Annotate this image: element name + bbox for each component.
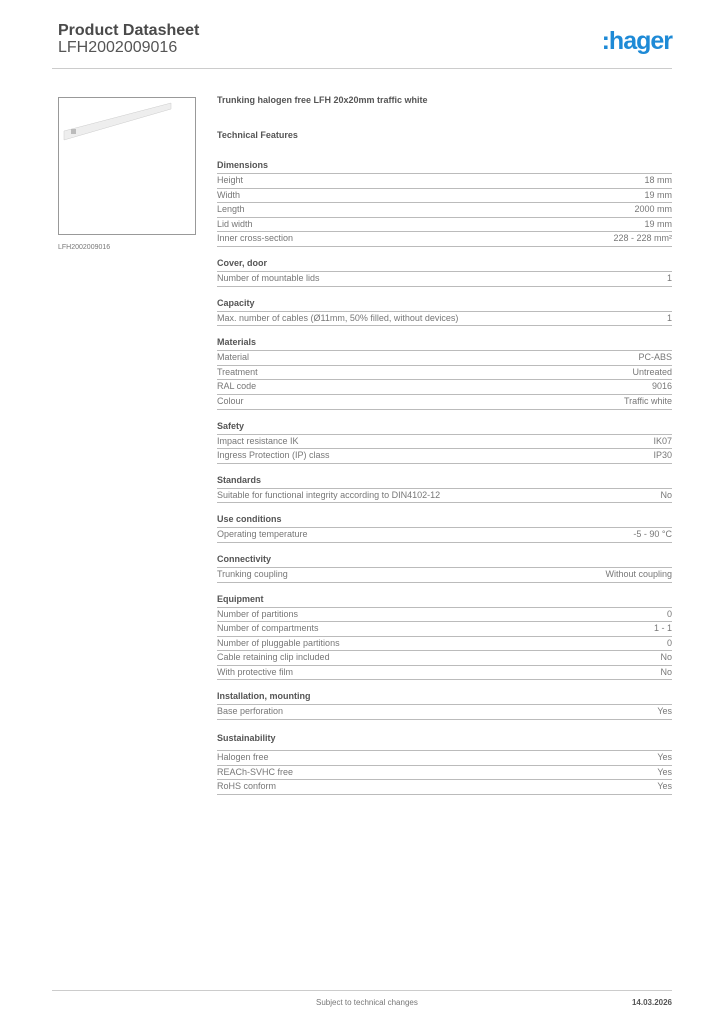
spec-section [217, 691, 672, 720]
spec-value: 0 [666, 637, 672, 648]
spec-row [217, 189, 672, 204]
spec-row [217, 380, 672, 395]
spec-section [217, 475, 672, 504]
spec-row [217, 705, 672, 720]
section-heading: Materials [217, 337, 672, 351]
spec-row [217, 528, 672, 543]
spec-value: Untreated [632, 366, 672, 377]
page-title: Product Datasheet [58, 22, 200, 39]
section-heading: Equipment [217, 594, 672, 608]
spec-label: Lid width [217, 218, 253, 229]
spec-row [217, 366, 672, 381]
spec-row [217, 203, 672, 218]
spec-label: Suitable for functional integrity according to DIN4102-12 [217, 489, 441, 500]
section-heading: Capacity [217, 298, 672, 312]
section-heading: Safety [217, 421, 672, 435]
footer-date: 14.03.2026 [631, 998, 672, 1007]
spec-value: 19 mm [644, 218, 672, 229]
product-code: LFH2002009016 [58, 39, 178, 56]
spec-label: Halogen free [217, 752, 269, 763]
spec-value: 2000 mm [634, 204, 672, 215]
spec-section [217, 554, 672, 583]
header-divider [52, 68, 672, 69]
spec-value: No [660, 666, 672, 677]
spec-row [217, 218, 672, 233]
section-heading: Dimensions [217, 160, 672, 174]
spec-row [217, 766, 672, 781]
spec-row [217, 608, 672, 623]
spec-row [217, 651, 672, 666]
spec-label: Ingress Protection (IP) class [217, 450, 330, 461]
spec-row [217, 751, 672, 766]
section-heading: Use conditions [217, 514, 672, 528]
spec-label: Inner cross-section [217, 233, 294, 244]
spec-row [217, 780, 672, 795]
spec-value: IP30 [653, 450, 672, 461]
spec-value: Yes [657, 766, 672, 777]
spec-label: Number of mountable lids [217, 272, 320, 283]
spec-row [217, 637, 672, 652]
spec-row [217, 449, 672, 464]
section-heading: Sustainability [217, 733, 672, 751]
spec-label: Width [217, 189, 241, 200]
spec-value: 1 [666, 312, 672, 323]
image-caption: LFH2002009016 [58, 244, 111, 251]
spec-value: PC-ABS [638, 352, 672, 363]
spec-value: No [660, 652, 672, 663]
spec-label: Length [217, 204, 245, 215]
footer-note: Subject to technical changes [316, 998, 418, 1007]
spec-label: Cable retaining clip included [217, 652, 330, 663]
spec-section [217, 421, 672, 464]
hager-logo: :hager [601, 27, 672, 55]
spec-row [217, 351, 672, 366]
spec-value: Yes [657, 752, 672, 763]
spec-label: Material [217, 352, 250, 363]
spec-section [217, 160, 672, 247]
spec-value: 0 [666, 608, 672, 619]
footer-divider [52, 990, 672, 991]
spec-label: Number of compartments [217, 623, 319, 634]
spec-row [217, 666, 672, 681]
spec-label: Base perforation [217, 706, 284, 717]
product-image [58, 97, 196, 235]
spec-value: Without coupling [605, 568, 672, 579]
spec-section [217, 337, 672, 409]
spec-value: Yes [657, 706, 672, 717]
spec-value: Yes [657, 781, 672, 792]
spec-section [217, 258, 672, 287]
spec-label: Max. number of cables (Ø11mm, 50% filled, without devices) [217, 312, 459, 323]
section-heading: Cover, door [217, 258, 672, 272]
product-name: Trunking halogen free LFH 20x20mm traffic white [217, 95, 428, 105]
spec-value: IK07 [653, 435, 672, 446]
spec-row [217, 312, 672, 327]
spec-value: 1 [666, 272, 672, 283]
spec-row [217, 232, 672, 247]
spec-row [217, 272, 672, 287]
spec-label: Impact resistance IK [217, 435, 299, 446]
spec-row [217, 435, 672, 450]
spec-label: Operating temperature [217, 529, 308, 540]
section-heading: Connectivity [217, 554, 672, 568]
spec-label: Number of partitions [217, 608, 299, 619]
spec-value: 1 - 1 [653, 623, 672, 634]
spec-label: Number of pluggable partitions [217, 637, 340, 648]
spec-value: 19 mm [644, 189, 672, 200]
trunking-illustration [59, 98, 195, 234]
spec-row [217, 489, 672, 504]
spec-section [217, 733, 672, 795]
spec-row [217, 568, 672, 583]
spec-row [217, 622, 672, 637]
spec-section [217, 514, 672, 543]
spec-value: 18 mm [644, 175, 672, 185]
spec-label: With protective film [217, 666, 294, 677]
spec-section [217, 594, 672, 681]
spec-value: -5 - 90 °C [633, 529, 672, 540]
spec-label: Trunking coupling [217, 568, 288, 579]
section-heading: Standards [217, 475, 672, 489]
spec-label: RoHS conform [217, 781, 277, 792]
spec-row [217, 395, 672, 410]
spec-label: RAL code [217, 381, 257, 392]
spec-label: Height [217, 175, 244, 185]
spec-value: Traffic white [623, 395, 672, 406]
spec-value: No [660, 489, 672, 500]
spec-label: Treatment [217, 366, 258, 377]
spec-label: REACh-SVHC free [217, 766, 294, 777]
technical-content [217, 95, 672, 795]
spec-section [217, 298, 672, 327]
technical-features-heading: Technical Features [217, 130, 298, 140]
section-heading: Installation, mounting [217, 691, 672, 705]
spec-value: 228 - 228 mm² [613, 233, 672, 244]
spec-row [217, 174, 672, 189]
spec-value: 9016 [651, 381, 672, 392]
spec-label: Colour [217, 395, 244, 406]
